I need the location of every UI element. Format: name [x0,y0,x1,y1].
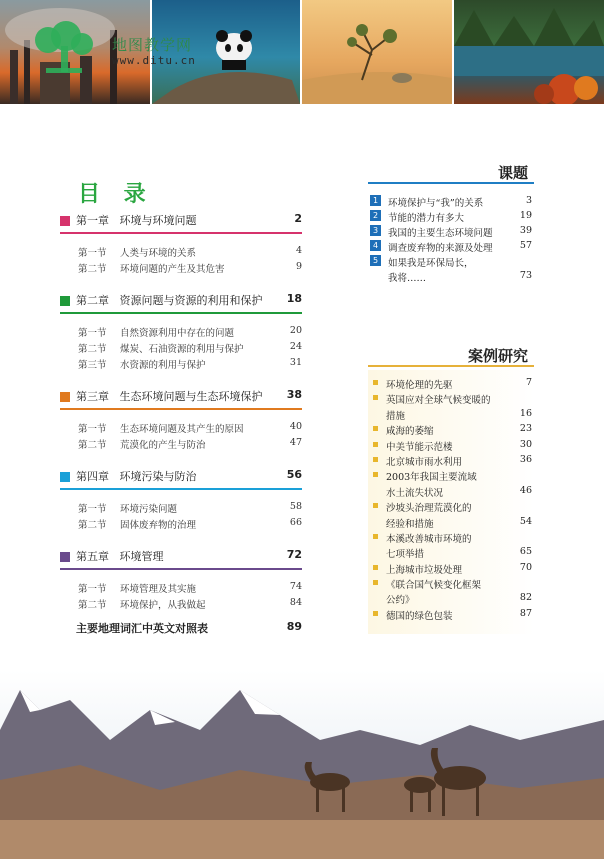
section-row[interactable]: 第二节 煤炭、石油资源的利用与保护 24 [78,341,302,355]
chapter-title: 第四章 环境污染与防治 [76,470,197,483]
chapter-5[interactable] [60,546,302,570]
chapter-underline [60,408,302,410]
desert-plant-photo [302,0,452,104]
case-item-continued[interactable]: 公约》 82 [386,592,532,607]
case-item[interactable]: 环境伦理的先驱 7 [372,376,532,391]
topic-item[interactable]: 2 节能的潜力有多大 19 [370,209,532,224]
section-row[interactable]: 第二节 环境保护，从我做起 84 [78,597,302,611]
chapter-marker [60,216,70,226]
chapter-page: 56 [286,468,302,481]
topics-list [370,194,532,284]
cases-header [368,343,534,367]
chapter-title: 第三章 生态环境问题与生态环境保护 [76,390,263,403]
glossary-row[interactable] [60,618,302,638]
chapter-page: 72 [286,548,302,561]
topic-item[interactable]: 3 我国的主要生态环境问题 39 [370,224,532,239]
topic-item[interactable]: 1 环境保护与“我”的关系 3 [370,194,532,209]
section-row[interactable]: 第一节 生态环境问题及其产生的原因 40 [78,421,302,435]
chapter-3[interactable] [60,386,302,410]
watermark-name: 地图教学网 [112,36,193,54]
tree-logo-icon [28,18,98,78]
case-item[interactable]: 英国应对全球气候变暖的 [372,391,532,406]
chapter-1[interactable] [60,210,302,234]
section-row[interactable]: 第三节 水资源的利用与保护 31 [78,357,302,371]
chapter-underline [60,488,302,490]
chapter-2[interactable] [60,290,302,314]
watermark-url: www.ditu.cn [112,54,196,67]
cases-title: 案例研究 [467,347,528,365]
case-item-continued[interactable]: 措施 16 [386,407,532,422]
section-row[interactable]: 第二节 固体废弃物的治理 66 [78,517,302,531]
chapter-underline [60,568,302,570]
topics-header [368,160,534,184]
toc [60,210,302,638]
cases-underline [368,365,534,367]
chapter-title: 第二章 资源问题与资源的利用和保护 [76,294,263,307]
case-item[interactable]: 北京城市雨水利用 36 [372,453,532,468]
cases-list [372,376,532,622]
chapter-page: 38 [286,388,302,401]
topics-underline [368,182,534,184]
chapter-marker [60,552,70,562]
chapter-title: 第五章 环境管理 [76,550,164,563]
case-item[interactable]: 咸海的萎缩 23 [372,422,532,437]
topic-item[interactable]: 4 调查废弃物的来源及处理 57 [370,239,532,254]
case-item[interactable]: 本溪改善城市环境的 [372,530,532,545]
desert-mountain-landscape [0,670,604,859]
chapter-page: 18 [286,292,302,305]
section-row[interactable]: 第一节 人类与环境的关系 4 [78,245,302,259]
case-item[interactable]: 2003年我国主要流域 [372,468,532,483]
case-item[interactable]: 德国的绿色包装 87 [372,607,532,622]
photo-banner [0,0,604,104]
chapter-marker [60,296,70,306]
section-row[interactable]: 第一节 环境污染问题 58 [78,501,302,515]
chapter-marker [60,392,70,402]
section-row[interactable]: 第一节 自然资源利用中存在的问题 20 [78,325,302,339]
chapter-underline [60,312,302,314]
case-item-continued[interactable]: 水土流失状况 46 [386,484,532,499]
glossary-page: 89 [286,620,302,633]
case-item[interactable]: 沙坡头治理荒漠化的 [372,499,532,514]
section-row[interactable]: 第一节 环境管理及其实施 74 [78,581,302,595]
glossary-title: 主要地理词汇中英文对照表 [76,622,208,635]
topics-title: 课题 [497,164,528,182]
chapter-title: 第一章 环境与环境问题 [76,214,197,227]
lake-forest-photo [454,0,604,104]
case-item[interactable]: 《联合国气候变化框架 [372,576,532,591]
topic-item[interactable]: 5 如果我是环保局长， [370,254,532,269]
case-item-continued[interactable]: 经验和措施 54 [386,515,532,530]
chapter-marker [60,472,70,482]
case-item[interactable]: 中美节能示范楼 30 [372,438,532,453]
section-row[interactable]: 第二节 荒漠化的产生与防治 47 [78,437,302,451]
toc-title: 目 录 [78,182,154,207]
topic-item-continued[interactable]: 我将…… 73 [388,270,532,284]
chapter-page: 2 [294,212,302,225]
case-item[interactable]: 上海城市垃圾处理 70 [372,561,532,576]
case-item-continued[interactable]: 七项举措 65 [386,546,532,561]
section-row[interactable]: 第二节 环境问题的产生及其危害 9 [78,261,302,275]
chapter-4[interactable] [60,466,302,490]
chapter-underline [60,232,302,234]
